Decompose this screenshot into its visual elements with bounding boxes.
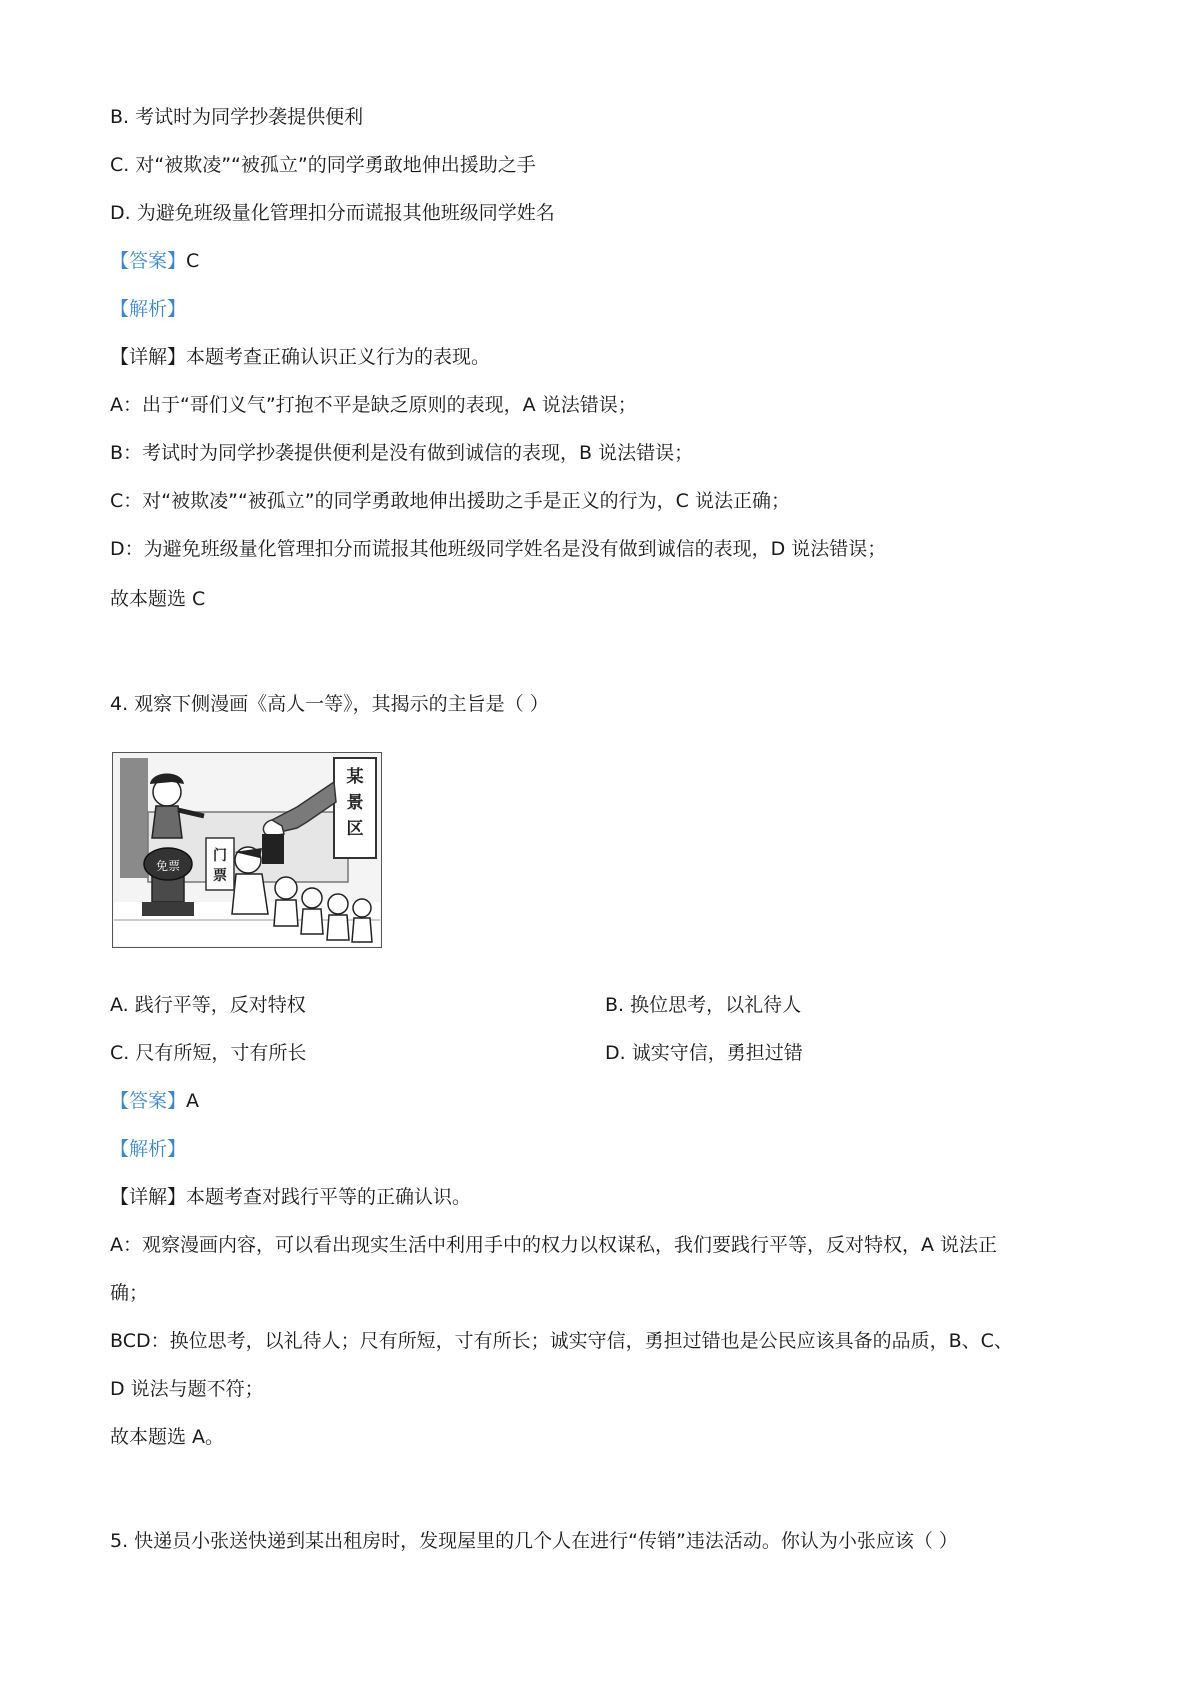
q4-answer — [110, 1088, 199, 1114]
q3-answer-label: 【答案】 — [110, 250, 187, 272]
q4-analysis-label: 【解析】 — [110, 1138, 187, 1160]
q3-conclusion: 故本题选 C — [110, 588, 206, 610]
q4-explain-a-line1: A：观察漫画内容，可以看出现实生活中利用手中的权力以权谋私，我们要践行平等，反对特权，A 说法正 — [110, 1234, 998, 1256]
comic-ticket-char-2: 票 — [213, 868, 227, 884]
q4-detail: 【详解】本题考查对践行平等的正确认识。 — [110, 1186, 472, 1208]
q3-option-c: C. 对“被欺凌”“被孤立”的同学勇敢地伸出援助之手 — [110, 154, 536, 176]
q4-explain-a-line2: 确； — [110, 1282, 149, 1304]
comic-sign-char-1: 某 — [346, 767, 364, 787]
comic-image — [112, 752, 382, 948]
q3-detail: 【详解】本题考查正确认识正义行为的表现。 — [110, 346, 491, 368]
q3-explain-a: A：出于“哥们义气”打抱不平是缺乏原则的表现，A 说法错误； — [110, 394, 637, 416]
q3-analysis-label: 【解析】 — [110, 298, 187, 320]
q4-option-b: B. 换位思考，以礼待人 — [605, 994, 802, 1016]
q3-option-d: D. 为避免班级量化管理扣分而谎报其他班级同学姓名 — [110, 202, 555, 224]
comic-sign-char-2: 景 — [346, 793, 364, 813]
q4-question: 4. 观察下侧漫画《高人一等》，其揭示的主旨是（ ） — [110, 693, 549, 715]
q5-question: 5. 快递员小张送快递到某出租房时，发现屋里的几个人在进行“传销”违法活动。你认为小张应该（ ） — [110, 1530, 958, 1552]
q3-answer — [110, 248, 199, 274]
q4-answer-label: 【答案】 — [110, 1090, 187, 1112]
q4-conclusion: 故本题选 A。 — [110, 1426, 225, 1448]
q4-option-a: A. 践行平等，反对特权 — [110, 994, 306, 1016]
q3-explain-b: B：考试时为同学抄袭提供便利是没有做到诚信的表现，B 说法错误； — [110, 442, 694, 464]
q3-answer-value: C — [186, 250, 200, 272]
comic-stamp-text: 免票 — [155, 859, 181, 873]
q4-explain-bcd-line1: BCD：换位思考，以礼待人；尺有所短，寸有所长；诚实守信，勇担过错也是公民应该具备的品质，B、C、 — [110, 1330, 1013, 1352]
q3-explain-d: D：为避免班级量化管理扣分而谎报其他班级同学姓名是没有做到诚信的表现，D 说法错误； — [110, 538, 887, 560]
q4-option-c: C. 尺有所短，寸有所长 — [110, 1042, 307, 1064]
q3-option-b: B. 考试时为同学抄袭提供便利 — [110, 106, 364, 128]
q4-answer-value: A — [186, 1090, 200, 1112]
comic-sign-char-3: 区 — [346, 819, 364, 839]
q3-explain-c: C：对“被欺凌”“被孤立”的同学勇敢地伸出援助之手是正义的行为，C 说法正确； — [110, 490, 790, 512]
q4-explain-bcd-line2: D 说法与题不符； — [110, 1378, 264, 1400]
comic-ticket-char-1: 门 — [213, 848, 227, 864]
q4-option-d: D. 诚实守信，勇担过错 — [605, 1042, 803, 1064]
